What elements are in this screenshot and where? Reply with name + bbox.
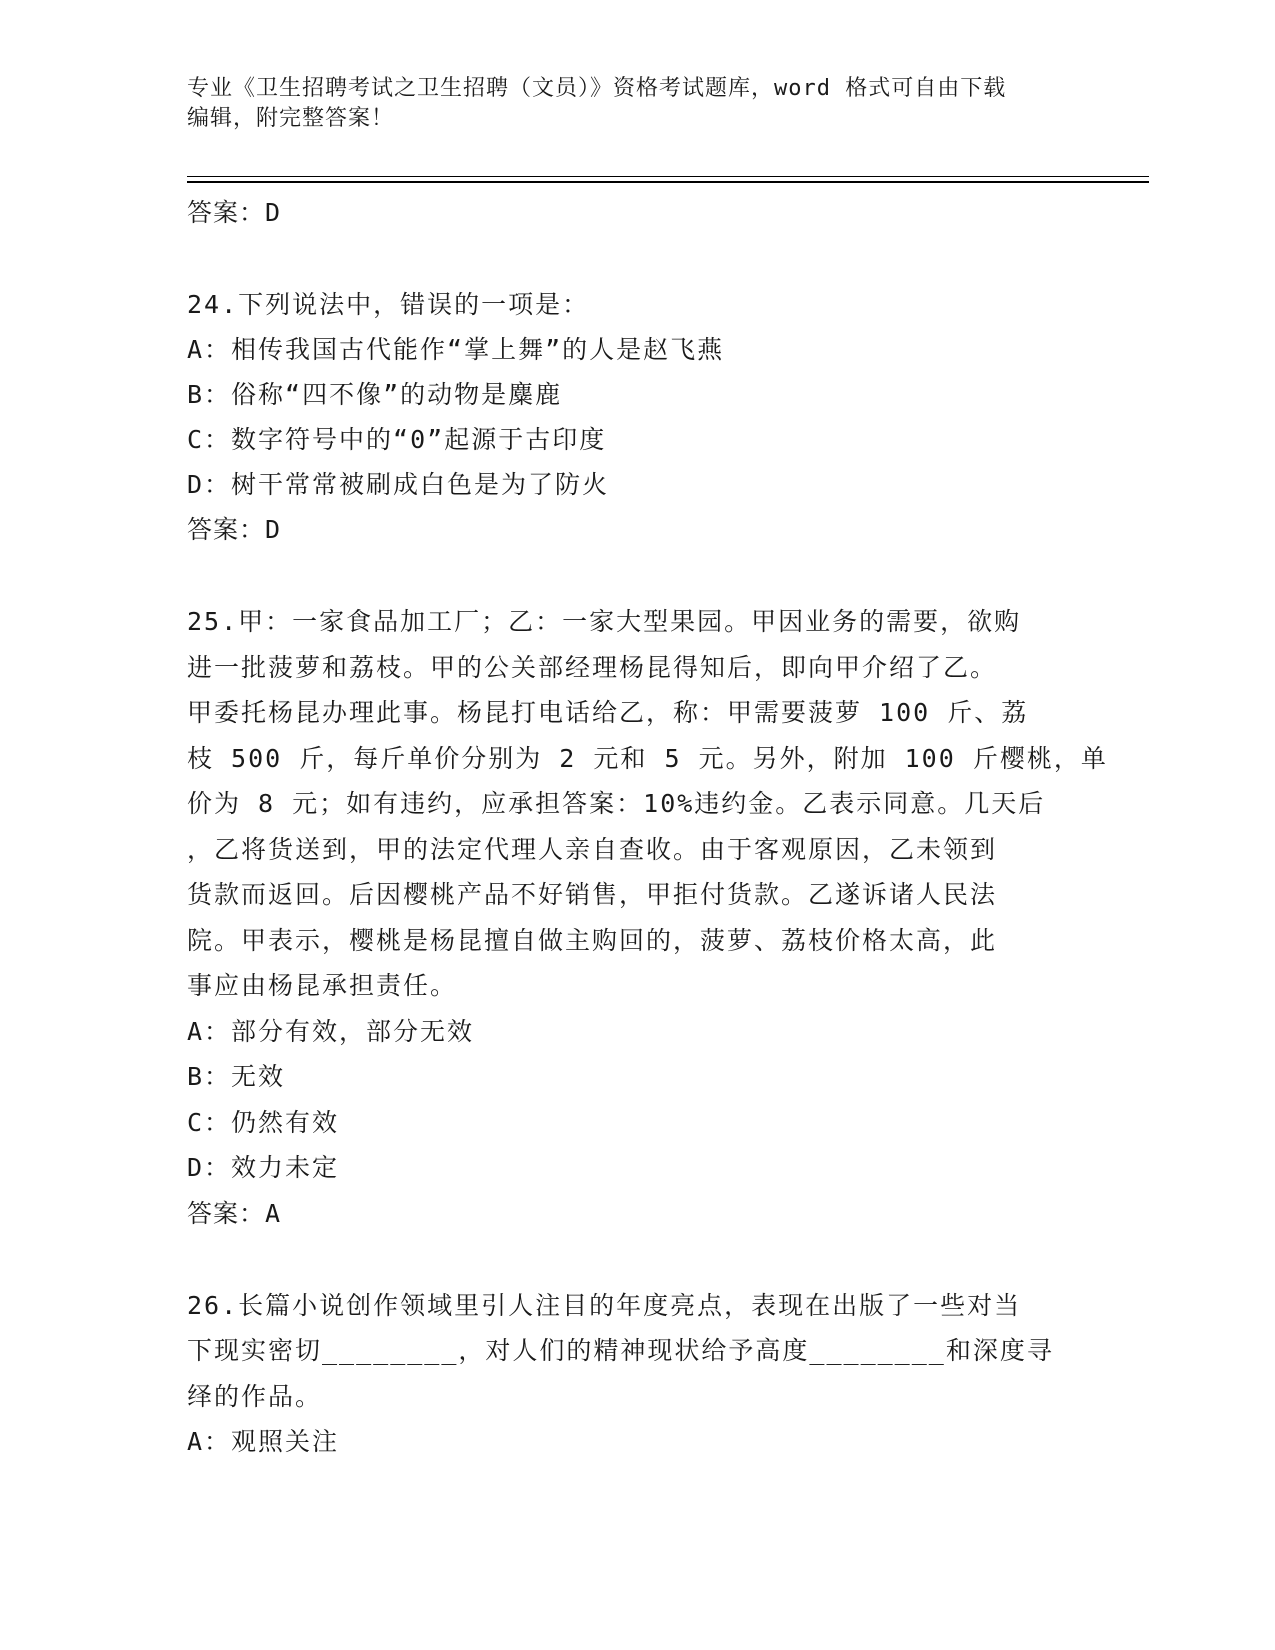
answer: 答案：A — [187, 1198, 282, 1228]
option-a: A：部分有效，部分无效 — [187, 1016, 475, 1046]
spacer — [187, 552, 1087, 599]
question-stem-line: 院。甲表示，樱桃是杨昆擅自做主购回的，菠萝、荔枝价格太高，此 — [187, 925, 998, 955]
question-content — [187, 190, 1108, 1465]
question-26 — [187, 1283, 1087, 1465]
option-d: D：树干常常被刷成白色是为了防火 — [187, 470, 610, 499]
option-c: C：数字符号中的“0”起源于古印度 — [187, 425, 607, 454]
option-d: D：效力未定 — [187, 1153, 340, 1182]
option-b: B：俗称“四不像”的动物是麋鹿 — [187, 380, 563, 409]
option-a: A：相传我国古代能作“掌上舞”的人是赵飞燕 — [187, 335, 725, 364]
spacer — [187, 1236, 1087, 1283]
question-stem-line: 绎的作品。 — [187, 1381, 323, 1411]
question-stem-line: 下现实密切________，对人们的精神现状给予高度________和深度寻 — [187, 1336, 1054, 1365]
answer-prev: 答案：D — [187, 198, 282, 227]
question-stem-line: 事应由杨昆承担责任。 — [187, 971, 458, 1000]
header-line-1: 专业《卫生招聘考试之卫生招聘（文员）》资格考试题库，word 格式可自由下载 — [187, 76, 1007, 101]
question-24 — [187, 282, 1087, 552]
spacer — [187, 235, 1087, 282]
question-stem-line: 25.甲：一家食品加工厂；乙：一家大型果园。甲因业务的需要，欲购 — [187, 607, 1022, 636]
header-line-2: 编辑，附完整答案！ — [187, 106, 395, 131]
document-header — [187, 74, 1087, 134]
option-a: A：观照关注 — [187, 1427, 340, 1456]
question-stem-line: 26.长篇小说创作领域里引人注目的年度亮点，表现在出版了一些对当 — [187, 1290, 1022, 1320]
option-b: B：无效 — [187, 1062, 286, 1091]
question-stem-line: ，乙将货送到，甲的法定代理人亲自查收。由于客观原因，乙未领到 — [187, 834, 998, 864]
header-divider-thin — [187, 176, 1149, 177]
question-stem-line: 甲委托杨昆办理此事。杨昆打电话给乙，称：甲需要菠萝 100 斤、荔 — [187, 698, 1029, 727]
question-stem-line: 价为 8 元；如有违约，应承担答案：10%违约金。乙表示同意。几天后 — [187, 789, 1046, 818]
question-stem: 24.下列说法中，错误的一项是： — [187, 290, 590, 319]
header-divider-thick — [187, 181, 1149, 183]
question-25 — [187, 599, 1108, 1236]
question-stem-line: 枝 500 斤，每斤单价分别为 2 元和 5 元。另外，附加 100 斤樱桃，单 — [187, 743, 1108, 773]
option-c: C：仍然有效 — [187, 1107, 340, 1137]
question-stem-line: 进一批菠萝和荔枝。甲的公关部经理杨昆得知后，即向甲介绍了乙。 — [187, 652, 998, 682]
answer: 答案：D — [187, 515, 282, 544]
question-stem-line: 货款而返回。后因樱桃产品不好销售，甲拒付货款。乙遂诉诸人民法 — [187, 880, 998, 909]
